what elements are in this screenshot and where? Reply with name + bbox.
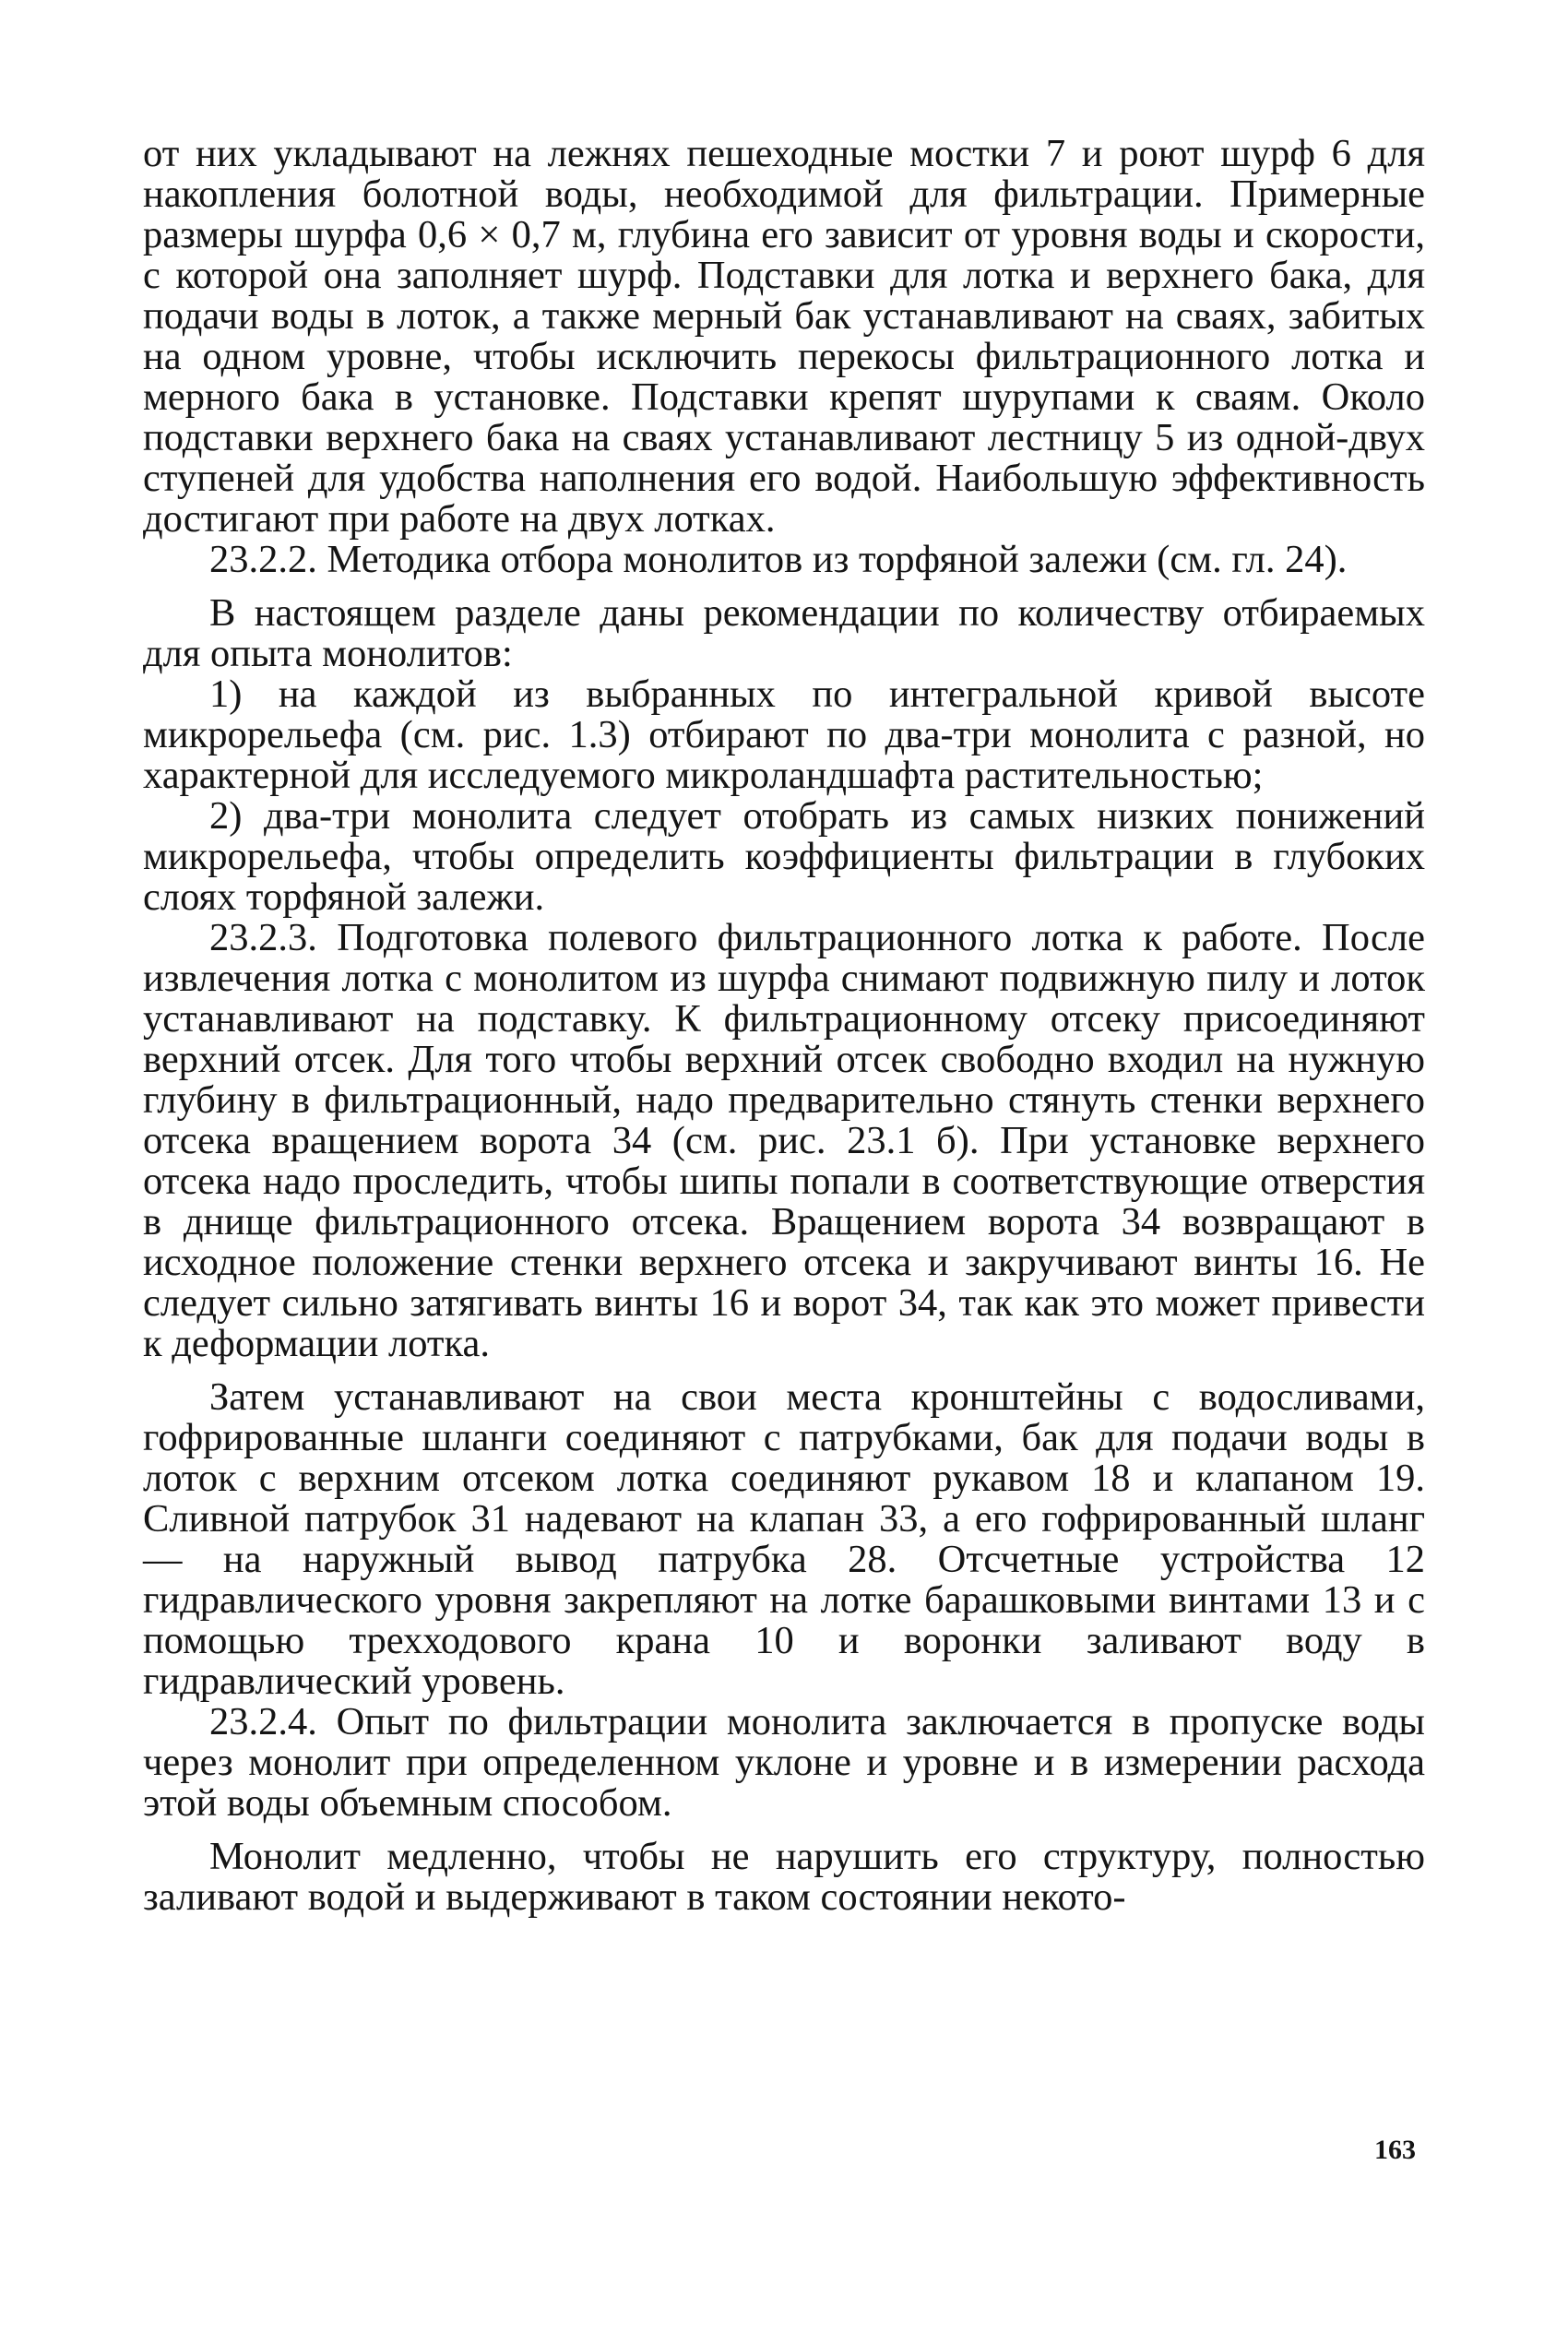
paragraph-section-23-2-4: 23.2.4. Опыт по фильтрации монолита заключается в пропуске воды через монолит при определенном уклоне и уровне и в измерении расхода этой воды объемным способом. bbox=[143, 1700, 1425, 1825]
paragraph-monolith-filling: Монолит медленно, чтобы не нарушить его структуру, полностью заливают водой и выдерживают в таком состоянии некото- bbox=[143, 1835, 1425, 1919]
paragraph-section-23-2-2: 23.2.2. Методика отбора монолитов из торфяной залежи (см. гл. 24). bbox=[209, 538, 1348, 581]
paragraph-recommendations: В настоящем разделе даны рекомендации по количеству отбираемых для опыта монолитов: bbox=[143, 591, 1425, 675]
page-number: 163 bbox=[1374, 2135, 1416, 2165]
paragraph-section-23-2-3: 23.2.3. Подготовка полевого фильтрационного лотка к работе. После извлечения лотка с монолитом из шурфа снимают подвижную пилу и лоток устанавливают на подставку. К фильтрационному отсеку присоединяют верхний отсек. Для того чтобы верхний отсек свободно входил на нужную глубину в фильтрационный, надо предварительно стянуть стенки верхнего отсека вращением ворота 34 (см. рис. 23.1 б). При установке верхнего отсека надо проследить, чтобы шипы попали в соответствующие отверстия в днище фильтрационного отсека. Вращением ворота 34 возвращают в исходное положение стенки верхнего отсека и закручивают винты 16. Не следует сильно затягивать винты 16 и ворот 34, так как это может привести к деформации лотка. bbox=[143, 916, 1425, 1365]
list-item-1: 1) на каждой из выбранных по интегральной кривой высоте микрорельефа (см. рис. 1.3) отбирают по два-три монолита с разной, но характерной для исследуемого микроландшафта растительностью; bbox=[143, 672, 1425, 797]
page-body bbox=[143, 134, 1425, 1918]
paragraph-installation: Затем устанавливают на свои места кронштейны с водосливами, гофрированные шланги соединяют с патрубками, бак для подачи воды в лоток с верхним отсеком лотка соединяют рукавом 18 и клапаном 19. Сливной патрубок 31 надевают на клапан 33, а его гофрированный шланг — на наружный вывод патрубка 28. Отсчетные устройства 12 гидравлического уровня закрепляют на лотке барашковыми винтами 13 и с помощью трехходового крана 10 и воронки заливают воду в гидравлический уровень. bbox=[143, 1375, 1425, 1703]
paragraph-continuation: от них укладывают на лежнях пешеходные мостки 7 и роют шурф 6 для накопления болотной воды, необходимой для фильтрации. Примерные размеры шурфа 0,6 × 0,7 м, глубина его зависит от уровня воды и скорости, с которой она заполняет шурф. Подставки для лотка и верхнего бака, для подачи воды в лоток, а также мерный бак устанавливают на сваях, забитых на одном уровне, чтобы исключить перекосы фильтрационного лотка и мерного бака в установке. Подставки крепят шурупами к сваям. Около подставки верхнего бака на сваях устанавливают лестницу 5 из одной-двух ступеней для удобства наполнения его водой. Наибольшую эффективность достигают при работе на двух лотках. bbox=[143, 132, 1425, 541]
list-item-2: 2) два-три монолита следует отобрать из самых низких понижений микрорельефа, чтобы определить коэффициенты фильтрации в глубоких слоях торфяной залежи. bbox=[143, 794, 1425, 919]
